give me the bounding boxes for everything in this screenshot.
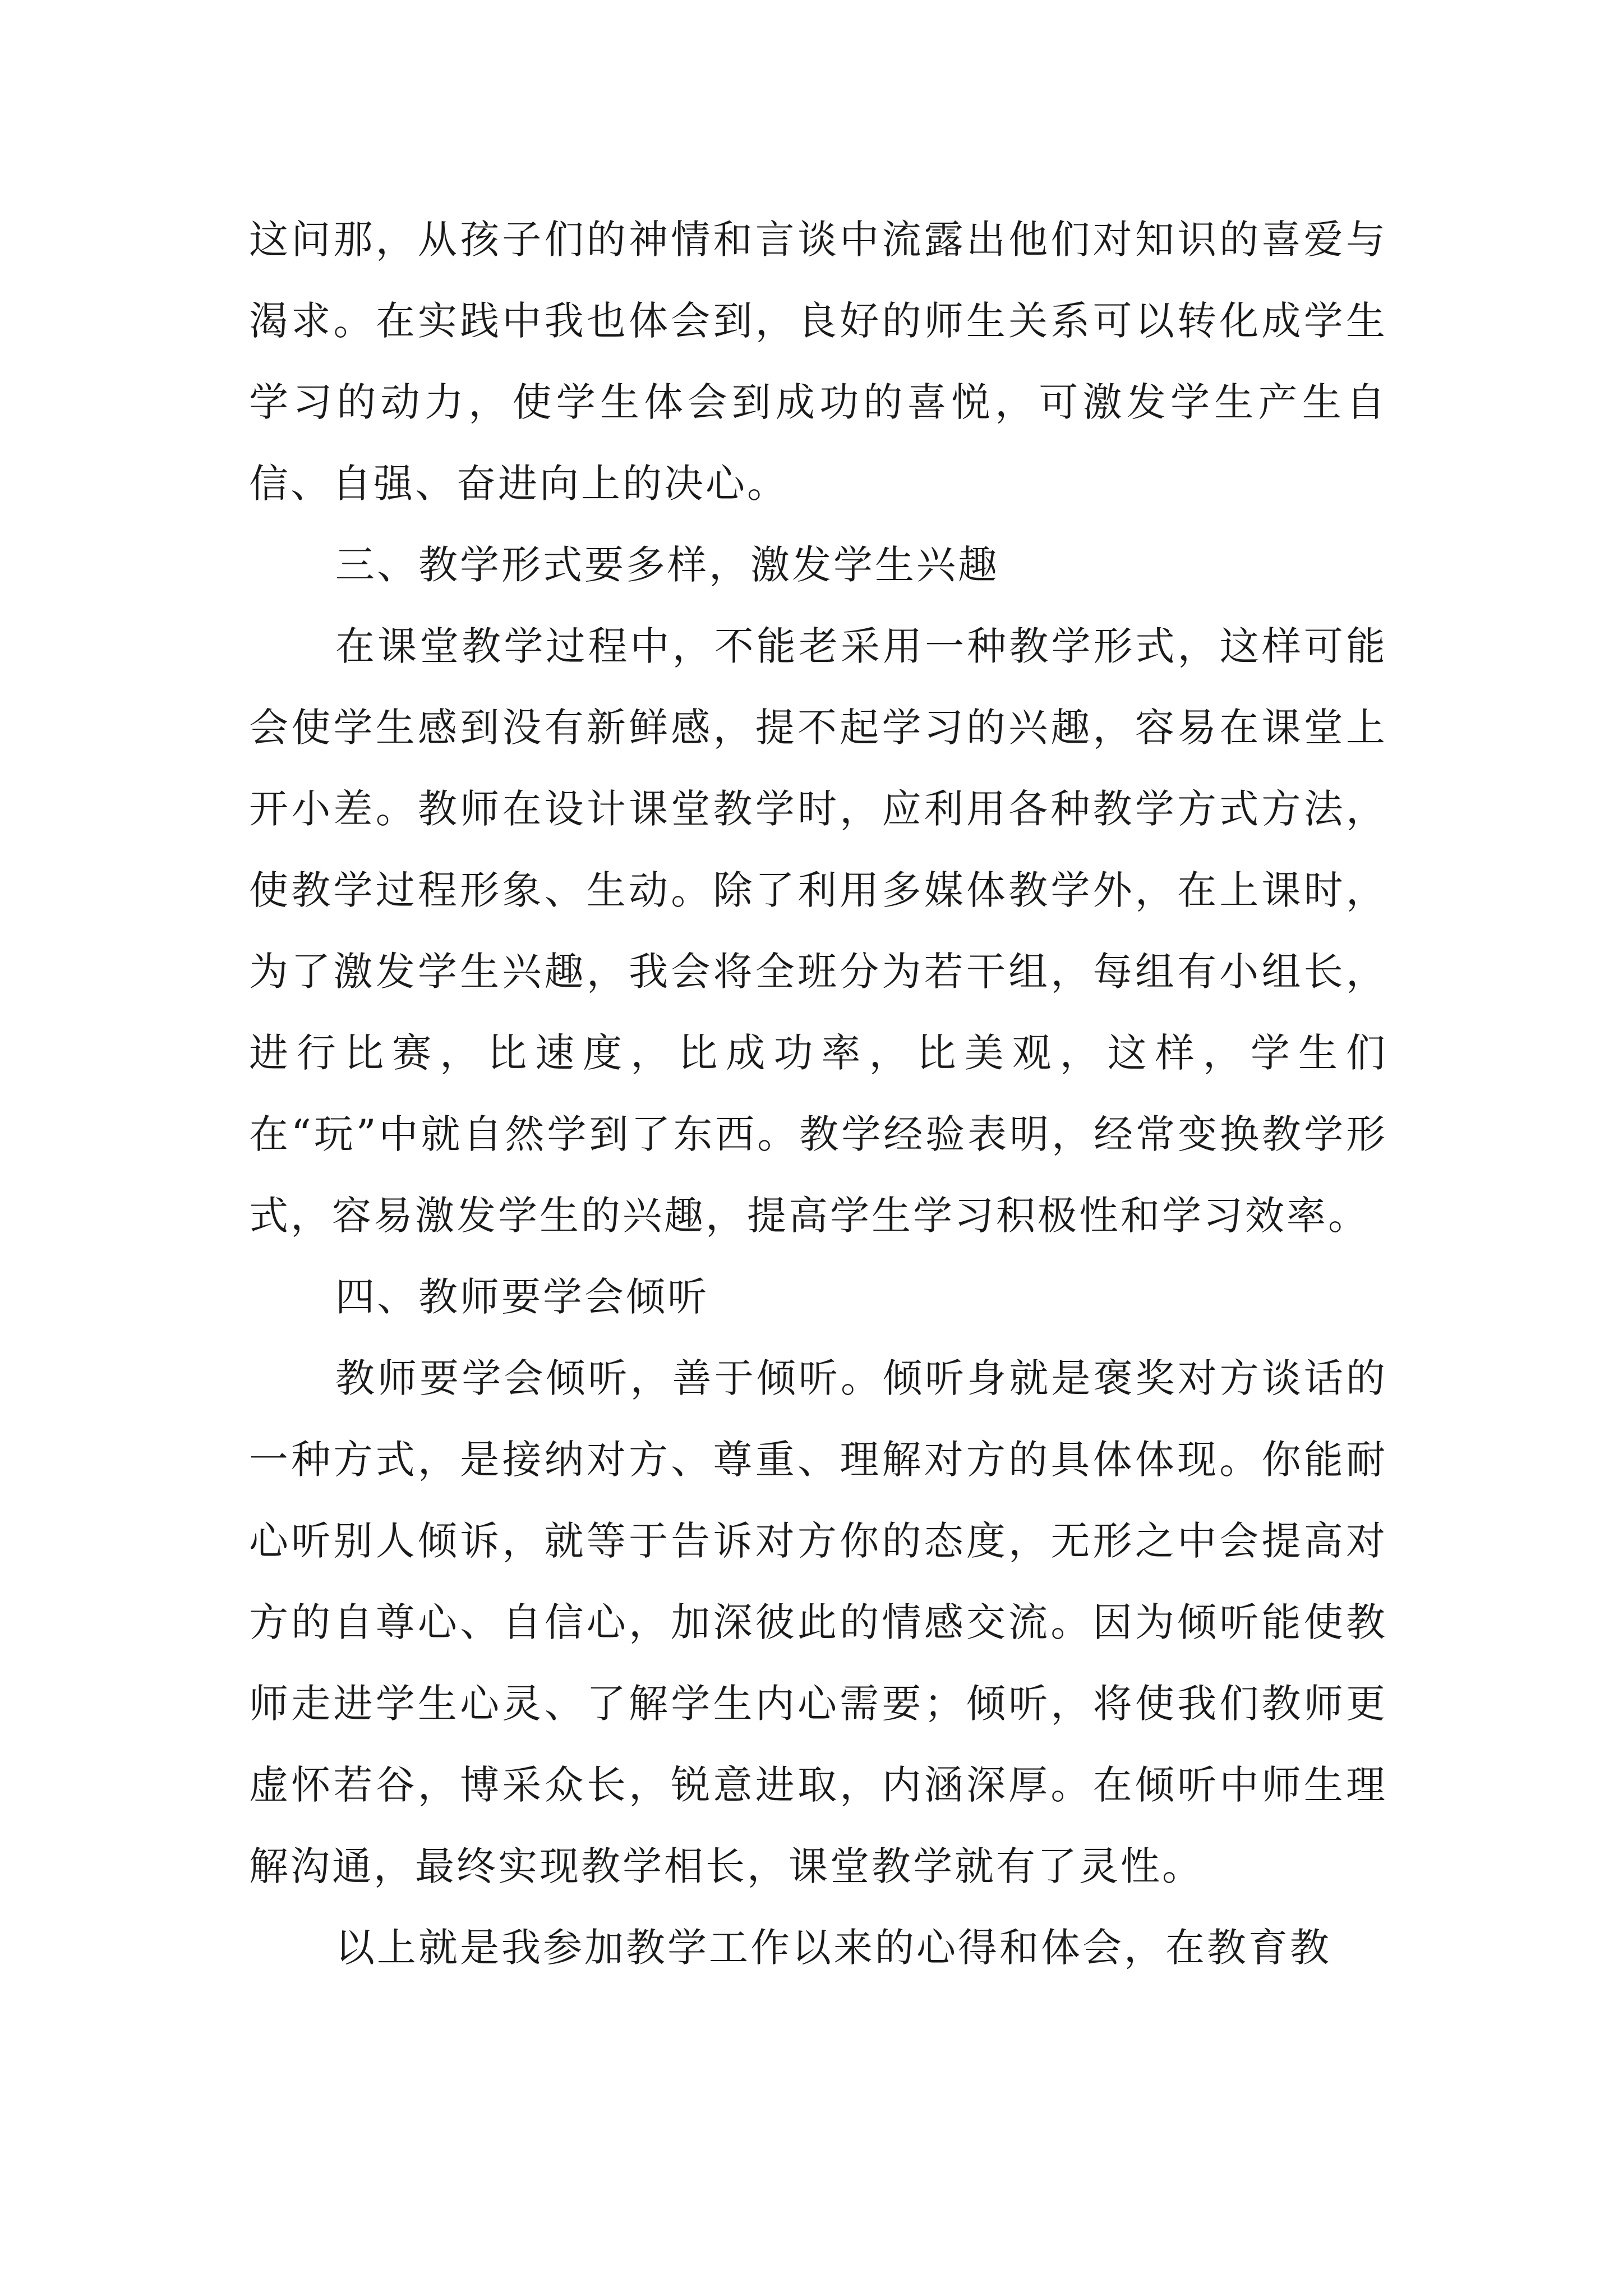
paragraph-listening: 教师要学会倾听，善于倾听。倾听身就是褒奖对方谈话的一种方式，是接纳对方、尊重、理解对方的具体体现。你能耐心听别人倾诉，就等于告诉对方你的态度，无形之中会提高对方的自尊心、自信心，加深彼此的情感交流。因为倾听能使教师走进学生心灵、了解学生内心需要；倾听，将使我们教师更虚怀若谷，博采众长，锐意进取，内涵深厚。在倾听中师生理解沟通，最终实现教学相长，课堂教学就有了灵性。 <box>249 1355 1387 1889</box>
paragraph-teaching-forms: 在课堂教学过程中，不能老采用一种教学形式，这样可能会使学生感到没有新鲜感，提不起学习的兴趣，容易在课堂上开小差。教师在设计课堂教学时，应利用各种教学方式方法，使教学过程形象、生动。除了利用多媒体教学外，在上课时，为了激发学生兴趣，我会将全班分为若干组，每组有小组长，进行比赛，比速度，比成功率，比美观，这样，学生们在“玩”中就自然学到了东西。教学经验表明，经常变换教学形式，容易激发学生的兴趣，提高学生学习积极性和学习效率。 <box>249 623 1387 1239</box>
paragraph-continuation: 这问那，从孩子们的神情和言谈中流露出他们对知识的喜爱与渴求。在实践中我也体会到，良好的师生关系可以转化成学生学习的动力，使学生体会到成功的喜悦，可激发学生产生自信、自强、奋进向上的决心。 <box>249 217 1387 507</box>
section-heading-3: 三、教学形式要多样，激发学生兴趣 <box>335 542 999 588</box>
paragraph-conclusion: 以上就是我参加教学工作以来的心得和体会，在教育教 <box>335 1925 1331 1971</box>
document-body <box>249 199 1387 1989</box>
section-heading-4: 四、教师要学会倾听 <box>335 1274 709 1320</box>
